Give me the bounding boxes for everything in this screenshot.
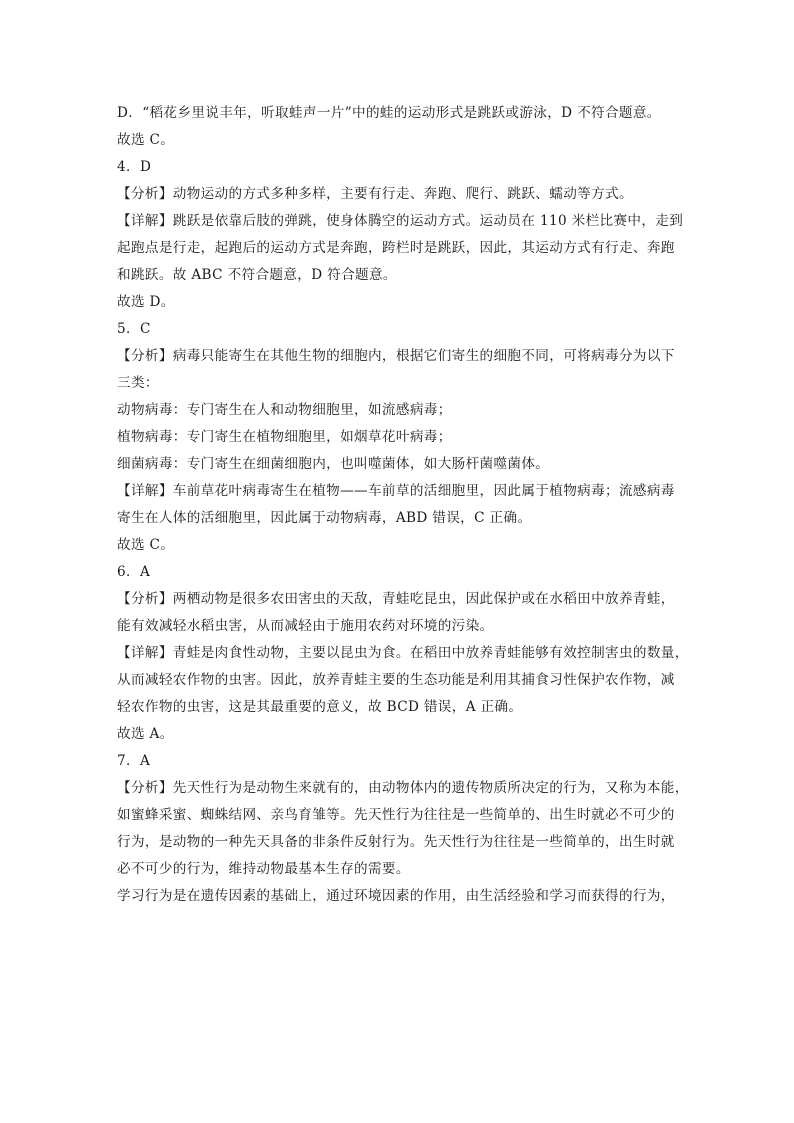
text-line: 三类：	[117, 375, 159, 391]
document-page	[117, 100, 689, 910]
analysis-line: 【分析】先天性行为是动物生来就有的，由动物体内的遗传物质所决定的行为，又称为本能，	[117, 780, 689, 796]
text-line: 起跑点是行走，起跑后的运动方式是奔跑，跨栏时是跳跃，因此，其运动方式有行走、奔跑	[117, 240, 675, 256]
text-line: 能有效减轻水稻虫害，从而减轻由于施用农药对环境的污染。	[117, 618, 494, 634]
analysis-line: 【分析】动物运动的方式多种多样，主要有行走、奔跑、爬行、跳跃、蠕动等方式。	[117, 186, 633, 202]
analysis-line: 【分析】病毒只能寄生在其他生物的细胞内，根据它们寄生的细胞不同，可将病毒分为以下	[117, 348, 675, 364]
text-line: 必不可少的行为，维持动物最基本生存的需要。	[117, 861, 410, 877]
answer-line: 故选 A。	[117, 726, 174, 742]
text-line: 细菌病毒：专门寄生在细菌细胞内，也叫噬菌体，如大肠杆菌噬菌体。	[117, 456, 550, 472]
detail-line: 【详解】青蛙是肉食性动物，主要以昆虫为食。在稻田中放养青蛙能够有效控制害虫的数量，	[117, 645, 689, 661]
text-line: 从而减轻农作物的虫害。因此，放养青蛙主要的生态功能是利用其捕食习性保护农作物，减	[117, 672, 675, 688]
question-number: 4．D	[117, 159, 152, 175]
detail-line: 【详解】车前草花叶病毒寄生在植物——车前草的活细胞里，因此属于植物病毒；流感病毒	[117, 483, 675, 499]
question-number: 6．A	[117, 564, 151, 580]
text-line: 行为，是动物的一种先天具备的非条件反射行为。先天性行为往往是一些简单的，出生时就	[117, 834, 675, 850]
question-number: 5．C	[117, 321, 151, 337]
answer-line: 故选 D。	[117, 294, 175, 310]
detail-line: 【详解】跳跃是依靠后肢的弹跳，使身体腾空的运动方式。运动员在 110 米栏比赛中，走到	[117, 213, 684, 229]
text-line: 寄生在人体的活细胞里，因此属于动物病毒，ABD 错误，C 正确。	[117, 510, 532, 526]
analysis-line: 【分析】两栖动物是很多农田害虫的天敌，青蛙吃昆虫，因此保护或在水稻田中放养青蛙，	[117, 591, 675, 607]
text-line: 动物病毒：专门寄生在人和动物细胞里，如流感病毒；	[117, 402, 452, 418]
text-line: 如蜜蜂采蜜、蜘蛛结网、亲鸟育雏等。先天性行为往往是一些简单的、出生时就必不可少的	[117, 807, 675, 823]
text-line: D．“稻花乡里说丰年，听取蛙声一片”中的蛙的运动形式是跳跃或游泳，D 不符合题意。	[117, 105, 661, 121]
text-line: 和跳跃。故 ABC 不符合题意，D 符合题意。	[117, 267, 397, 283]
text-line: 轻农作物的虫害，这是其最重要的意义，故 BCD 错误，A 正确。	[117, 699, 523, 715]
question-number: 7．A	[117, 753, 151, 769]
text-line: 故选 C。	[117, 132, 175, 148]
text-line: 学习行为是在遗传因素的基础上，通过环境因素的作用，由生活经验和学习而获得的行为，	[117, 888, 675, 904]
text-line: 植物病毒：专门寄生在植物细胞里，如烟草花叶病毒；	[117, 429, 452, 445]
answer-line: 故选 C。	[117, 537, 175, 553]
